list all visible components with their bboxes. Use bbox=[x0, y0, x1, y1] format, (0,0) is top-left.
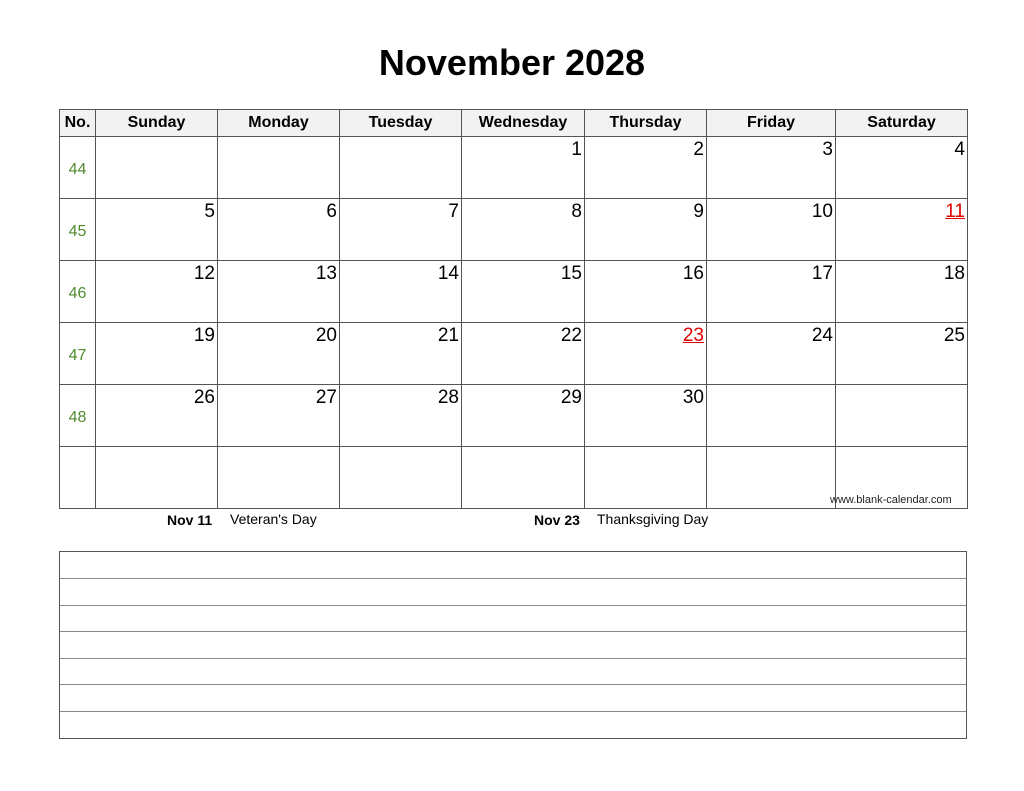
day-number bbox=[462, 447, 584, 449]
day-cell[interactable] bbox=[462, 447, 585, 509]
day-cell[interactable] bbox=[707, 447, 836, 509]
day-cell[interactable] bbox=[707, 385, 836, 447]
day-number: 19 bbox=[193, 325, 215, 346]
holiday-date: Nov 23 bbox=[534, 512, 580, 528]
week-row bbox=[60, 323, 968, 385]
day-cell[interactable] bbox=[218, 385, 340, 447]
week-number: 44 bbox=[60, 137, 96, 199]
day-cell[interactable] bbox=[218, 199, 340, 261]
weekday-header-wednesday: Wednesday bbox=[462, 110, 585, 137]
day-cell[interactable] bbox=[707, 199, 836, 261]
day-number: 3 bbox=[822, 139, 833, 160]
day-number: 23 bbox=[682, 325, 704, 346]
day-cell[interactable] bbox=[836, 323, 968, 385]
week-number-header: No. bbox=[60, 110, 96, 137]
day-number: 15 bbox=[560, 263, 582, 284]
day-number: 16 bbox=[682, 263, 704, 284]
day-cell[interactable] bbox=[218, 137, 340, 199]
week-row bbox=[60, 385, 968, 447]
day-cell[interactable] bbox=[836, 199, 968, 261]
weekday-header-tuesday: Tuesday bbox=[340, 110, 462, 137]
note-line bbox=[60, 578, 966, 579]
day-cell[interactable] bbox=[462, 323, 585, 385]
day-cell[interactable] bbox=[340, 261, 462, 323]
day-cell[interactable] bbox=[96, 261, 218, 323]
day-number: 27 bbox=[315, 387, 337, 408]
holiday-name: Thanksgiving Day bbox=[597, 511, 709, 527]
day-number bbox=[836, 385, 967, 387]
day-cell[interactable] bbox=[462, 385, 585, 447]
day-number bbox=[707, 447, 835, 449]
note-line bbox=[60, 605, 966, 606]
day-cell[interactable] bbox=[340, 137, 462, 199]
day-number: 18 bbox=[943, 263, 965, 284]
day-number: 1 bbox=[571, 139, 582, 160]
day-number bbox=[340, 137, 461, 139]
note-line bbox=[60, 684, 966, 685]
day-cell[interactable] bbox=[96, 385, 218, 447]
day-cell[interactable] bbox=[340, 323, 462, 385]
note-line bbox=[60, 631, 966, 632]
day-cell[interactable] bbox=[585, 261, 707, 323]
day-number: 30 bbox=[682, 387, 704, 408]
day-number: 4 bbox=[954, 139, 965, 160]
day-cell[interactable] bbox=[462, 199, 585, 261]
notes-area[interactable] bbox=[59, 551, 967, 739]
day-number: 5 bbox=[204, 201, 215, 222]
day-cell[interactable] bbox=[836, 385, 968, 447]
day-number bbox=[585, 447, 706, 449]
day-number: 24 bbox=[811, 325, 833, 346]
day-number: 17 bbox=[811, 263, 833, 284]
week-number: 46 bbox=[60, 261, 96, 323]
weekday-header-row bbox=[60, 110, 968, 137]
week-row bbox=[60, 199, 968, 261]
day-number: 12 bbox=[193, 263, 215, 284]
day-number: 9 bbox=[693, 201, 704, 222]
weekday-header-saturday: Saturday bbox=[836, 110, 968, 137]
day-number: 6 bbox=[326, 201, 337, 222]
day-number bbox=[218, 447, 339, 449]
week-number: 45 bbox=[60, 199, 96, 261]
day-cell[interactable] bbox=[707, 137, 836, 199]
calendar-title: November 2028 bbox=[378, 42, 646, 83]
day-number: 11 bbox=[945, 201, 965, 222]
day-number: 13 bbox=[315, 263, 337, 284]
day-number: 2 bbox=[693, 139, 704, 160]
day-cell[interactable] bbox=[585, 323, 707, 385]
weekday-header-sunday: Sunday bbox=[96, 110, 218, 137]
day-cell[interactable] bbox=[218, 447, 340, 509]
day-cell[interactable] bbox=[96, 323, 218, 385]
day-number: 20 bbox=[315, 325, 337, 346]
day-cell[interactable] bbox=[96, 199, 218, 261]
day-cell[interactable] bbox=[340, 199, 462, 261]
day-cell[interactable] bbox=[340, 447, 462, 509]
day-cell[interactable] bbox=[462, 137, 585, 199]
day-cell[interactable] bbox=[462, 261, 585, 323]
day-number: 25 bbox=[943, 325, 965, 346]
weekday-header-thursday: Thursday bbox=[585, 110, 707, 137]
week-number: 48 bbox=[60, 385, 96, 447]
day-number: 22 bbox=[560, 325, 582, 346]
holiday-name: Veteran's Day bbox=[230, 511, 317, 527]
weekday-header-monday: Monday bbox=[218, 110, 340, 137]
day-cell[interactable] bbox=[585, 199, 707, 261]
day-cell[interactable] bbox=[836, 261, 968, 323]
note-line bbox=[60, 658, 966, 659]
website-credit: www.blank-calendar.com bbox=[830, 494, 952, 506]
day-cell[interactable] bbox=[707, 323, 836, 385]
calendar-body bbox=[60, 137, 968, 509]
day-number bbox=[218, 137, 339, 139]
day-number: 21 bbox=[437, 325, 459, 346]
calendar-grid bbox=[59, 109, 968, 509]
day-number bbox=[96, 137, 217, 139]
day-number: 28 bbox=[437, 387, 459, 408]
week-number bbox=[60, 447, 96, 509]
day-number bbox=[836, 447, 967, 449]
week-number: 47 bbox=[60, 323, 96, 385]
day-cell[interactable] bbox=[218, 323, 340, 385]
day-number: 10 bbox=[811, 201, 833, 222]
day-cell[interactable] bbox=[585, 447, 707, 509]
day-cell[interactable] bbox=[96, 137, 218, 199]
day-cell[interactable] bbox=[585, 137, 707, 199]
week-row bbox=[60, 261, 968, 323]
note-line bbox=[60, 711, 966, 712]
weekday-header-friday: Friday bbox=[707, 110, 836, 137]
day-number: 8 bbox=[571, 201, 582, 222]
day-cell[interactable] bbox=[218, 261, 340, 323]
week-row bbox=[60, 137, 968, 199]
day-number: 29 bbox=[560, 387, 582, 408]
day-cell[interactable] bbox=[96, 447, 218, 509]
holiday-date: Nov 11 bbox=[167, 512, 213, 528]
day-number: 14 bbox=[437, 263, 459, 284]
day-number bbox=[96, 447, 217, 449]
day-cell[interactable] bbox=[585, 385, 707, 447]
day-number: 26 bbox=[193, 387, 215, 408]
day-cell[interactable] bbox=[707, 261, 836, 323]
day-number bbox=[707, 385, 835, 387]
day-cell[interactable] bbox=[836, 137, 968, 199]
day-number bbox=[340, 447, 461, 449]
day-cell[interactable] bbox=[340, 385, 462, 447]
day-number: 7 bbox=[448, 201, 459, 222]
